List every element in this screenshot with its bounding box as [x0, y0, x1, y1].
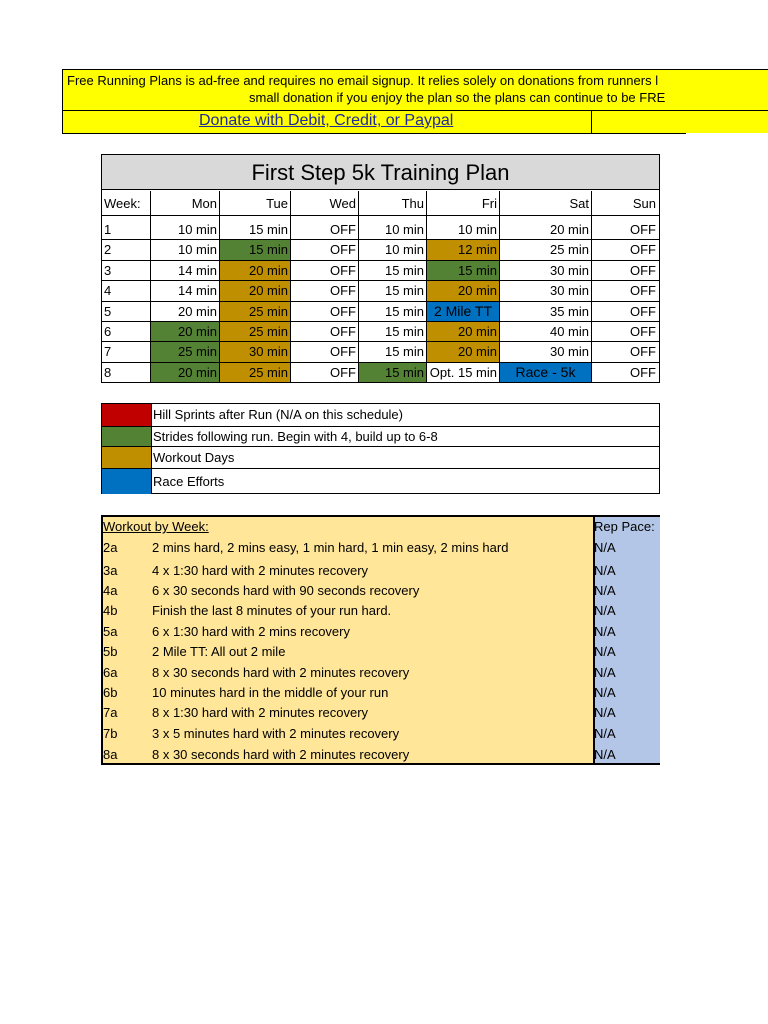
workout-header: Workout by Week: — [103, 519, 209, 534]
plan-cell-week7-sun: OFF — [630, 344, 656, 360]
plan-cell-week7-tue: 30 min — [220, 342, 290, 361]
legend-row — [102, 468, 659, 494]
plan-header-tue: Tue — [266, 196, 288, 211]
plan-cell-week1-tue: 15 min — [248, 222, 288, 237]
workout-rep-pace: N/A — [594, 603, 616, 618]
plan-cell-week1-mon: 10 min — [177, 222, 217, 237]
plan-title: First Step 5k Training Plan — [102, 155, 659, 190]
plan-cell-week2-wed: OFF — [330, 242, 356, 258]
plan-cell-week6-mon: 20 min — [151, 322, 219, 341]
plan-cell-week4-mon: 14 min — [177, 283, 217, 299]
workout-row — [103, 622, 658, 642]
plan-cell-week2-sun: OFF — [630, 242, 656, 258]
plan-cell-week7-thu: 15 min — [384, 344, 424, 360]
plan-cell-week3-sun: OFF — [630, 262, 656, 278]
plan-cell-week4-thu: 15 min — [384, 283, 424, 299]
rep-pace-header: Rep Pace: — [594, 519, 655, 534]
workout-description: 8 x 1:30 hard with 2 minutes recovery — [152, 705, 369, 720]
plan-cell-week5-mon: 20 min — [177, 303, 217, 319]
workout-code: 8a — [103, 747, 118, 762]
plan-cell-week1-sat: 20 min — [549, 222, 589, 237]
plan-cell-week4-wed: OFF — [330, 283, 356, 299]
legend-label: Strides following run. Begin with 4, build up to 6-8 — [153, 429, 438, 444]
plan-cell-week8-sun: OFF — [630, 364, 656, 380]
workout-rep-pace: N/A — [594, 685, 616, 700]
plan-cell-week7-fri: 20 min — [427, 342, 499, 361]
plan-cell-week8-mon: 20 min — [151, 363, 219, 382]
plan-cell-week1-fri: 10 min — [457, 222, 497, 237]
workout-description: 4 x 1:30 hard with 2 minutes recovery — [152, 563, 369, 578]
plan-cell-week4-sun: OFF — [630, 283, 656, 299]
legend-label: Race Efforts — [153, 474, 225, 489]
donate-row — [62, 110, 686, 134]
workout-rep-pace: N/A — [594, 705, 616, 720]
plan-cell-week1-thu: 10 min — [384, 222, 424, 237]
plan-cell-week6-sun: OFF — [630, 324, 656, 339]
workout-code: 6b — [103, 685, 118, 700]
plan-cell-week7-week: 7 — [104, 344, 112, 360]
workout-by-week-table — [101, 515, 660, 765]
plan-cell-week2-fri: 12 min — [427, 240, 499, 259]
workout-description: 6 x 1:30 hard with 2 mins recovery — [152, 624, 350, 639]
plan-cell-week5-tue: 25 min — [220, 302, 290, 321]
workout-row — [103, 724, 658, 744]
plan-cell-week6-thu: 15 min — [384, 324, 424, 339]
legend-label: Hill Sprints after Run (N/A on this schedule) — [153, 407, 403, 422]
banner-line-2: small donation if you enjoy the plan so the plans can continue to be FRE — [249, 90, 666, 105]
workout-rep-pace: N/A — [594, 644, 616, 659]
plan-cell-week8-tue: 25 min — [220, 363, 290, 382]
plan-cell-week1-wed: OFF — [330, 222, 356, 237]
legend-swatch — [102, 427, 152, 446]
workout-code: 4b — [103, 603, 118, 618]
plan-cell-week3-wed: OFF — [330, 262, 356, 278]
workout-description: Finish the last 8 minutes of your run hard. — [152, 603, 392, 618]
plan-header-wed: Wed — [329, 196, 356, 211]
workout-rep-pace: N/A — [594, 583, 616, 598]
workout-row — [103, 683, 658, 703]
donation-banner — [62, 69, 768, 111]
workout-rep-pace: N/A — [594, 624, 616, 639]
workout-rep-pace: N/A — [594, 747, 616, 762]
workout-row — [103, 745, 658, 765]
workout-row — [103, 642, 658, 662]
plan-cell-week8-week: 8 — [104, 364, 112, 380]
plan-cell-week7-sat: 30 min — [549, 344, 589, 360]
plan-cell-week5-wed: OFF — [330, 303, 356, 319]
workout-description: 2 mins hard, 2 mins easy, 1 min hard, 1 min easy, 2 mins hard — [152, 540, 509, 555]
plan-cell-week6-wed: OFF — [330, 324, 356, 339]
plan-cell-week6-week: 6 — [104, 324, 112, 339]
plan-header-fri: Fri — [481, 196, 497, 211]
legend-swatch — [102, 469, 152, 494]
plan-cell-week4-sat: 30 min — [549, 283, 589, 299]
plan-cell-week3-tue: 20 min — [220, 261, 290, 280]
plan-cell-week8-thu: 15 min — [359, 363, 426, 382]
workout-row — [103, 581, 658, 601]
workout-rep-pace: N/A — [594, 665, 616, 680]
legend-swatch — [102, 404, 152, 426]
plan-header-thu: Thu — [401, 196, 424, 211]
plan-cell-week5-sun: OFF — [630, 303, 656, 319]
plan-header-sun: Sun — [632, 196, 656, 211]
workout-description: 6 x 30 seconds hard with 90 seconds recovery — [152, 583, 420, 598]
plan-cell-week4-week: 4 — [104, 283, 112, 299]
training-plan-table — [101, 154, 660, 383]
legend-swatch — [102, 447, 152, 468]
plan-cell-week6-fri: 20 min — [427, 322, 499, 341]
workout-rep-pace: N/A — [594, 563, 616, 578]
workout-description: 8 x 30 seconds hard with 2 minutes recovery — [152, 665, 410, 680]
plan-cell-week3-fri: 15 min — [427, 261, 499, 280]
plan-cell-week5-sat: 35 min — [549, 303, 589, 319]
plan-header-sat: Sat — [569, 196, 589, 211]
workout-code: 3a — [103, 563, 118, 578]
legend-label: Workout Days — [153, 450, 235, 465]
workout-code: 7a — [103, 705, 118, 720]
plan-cell-week6-sat: 40 min — [549, 324, 589, 339]
workout-row — [103, 601, 658, 621]
plan-cell-week5-fri: 2 Mile TT — [427, 302, 499, 321]
plan-cell-week2-tue: 15 min — [220, 240, 290, 259]
workout-code: 7b — [103, 726, 118, 741]
plan-header-divider — [102, 215, 659, 216]
plan-cell-week1-sun: OFF — [630, 222, 656, 237]
plan-cell-week3-mon: 14 min — [177, 262, 217, 278]
plan-cell-week5-week: 5 — [104, 303, 112, 319]
plan-cell-week3-sat: 30 min — [549, 262, 589, 278]
workout-rep-pace: N/A — [594, 726, 616, 741]
legend-row — [102, 404, 659, 426]
plan-cell-week5-thu: 15 min — [384, 303, 424, 319]
plan-cell-week3-thu: 15 min — [384, 262, 424, 278]
workout-description: 2 Mile TT: All out 2 mile — [152, 644, 286, 659]
plan-header-mon: Mon — [191, 196, 217, 211]
plan-header-week: Week: — [104, 196, 141, 211]
donate-cell-divider — [591, 110, 592, 134]
legend-row — [102, 446, 659, 468]
plan-cell-week7-wed: OFF — [330, 344, 356, 360]
plan-cell-week6-tue: 25 min — [220, 322, 290, 341]
workout-description: 8 x 30 seconds hard with 2 minutes recovery — [152, 747, 410, 762]
workout-description: 3 x 5 minutes hard with 2 minutes recovery — [152, 726, 400, 741]
plan-cell-week8-fri: Opt. 15 min — [429, 364, 497, 380]
plan-cell-week8-wed: OFF — [330, 364, 356, 380]
workout-row — [103, 703, 658, 723]
plan-cell-week4-fri: 20 min — [427, 281, 499, 300]
workout-code: 4a — [103, 583, 118, 598]
workout-code: 5a — [103, 624, 118, 639]
workout-code: 2a — [103, 540, 118, 555]
workout-row — [103, 538, 658, 558]
workout-code: 6a — [103, 665, 118, 680]
plan-cell-week2-mon: 10 min — [177, 242, 217, 258]
donate-link[interactable]: Donate with Debit, Credit, or Paypal — [199, 112, 454, 129]
banner-line-1: Free Running Plans is ad-free and requires no email signup. It relies solely on donations from runners l — [67, 73, 659, 88]
plan-cell-week2-sat: 25 min — [549, 242, 589, 258]
plan-cell-week3-week: 3 — [104, 262, 112, 278]
workout-description: 10 minutes hard in the middle of your run — [152, 685, 389, 700]
workout-row — [103, 561, 658, 581]
workout-row — [103, 663, 658, 683]
plan-cell-week4-tue: 20 min — [220, 281, 290, 300]
plan-cell-week1-week: 1 — [104, 222, 112, 237]
workout-code: 5b — [103, 644, 118, 659]
plan-cell-week7-mon: 25 min — [151, 342, 219, 361]
plan-cell-week8-sat: Race - 5k — [500, 363, 591, 382]
plan-cell-week2-thu: 10 min — [384, 242, 424, 258]
color-legend — [101, 403, 660, 494]
legend-row — [102, 426, 659, 446]
plan-cell-week2-week: 2 — [104, 242, 112, 258]
workout-rep-pace: N/A — [594, 540, 616, 555]
